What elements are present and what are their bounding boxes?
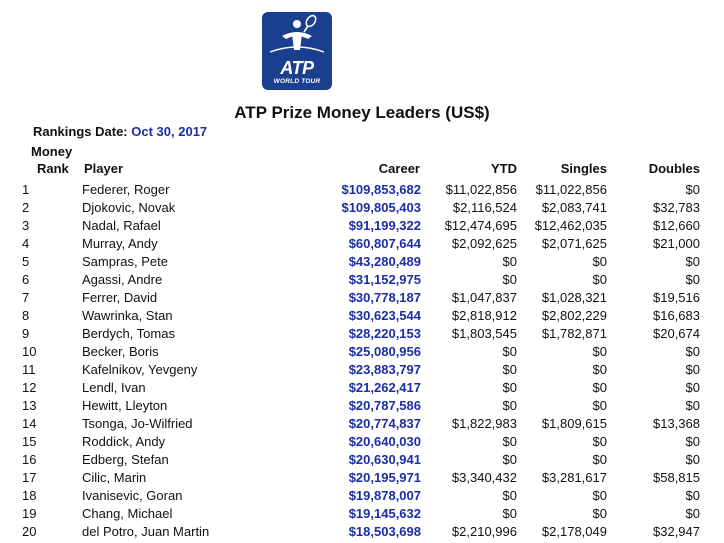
career-cell: $43,280,489 — [348, 254, 421, 269]
header-rank: Rank — [37, 161, 69, 176]
singles-cell: $2,083,741 — [541, 200, 607, 215]
player-cell: Lendl, Ivan — [82, 380, 146, 395]
rank-cell: 6 — [22, 272, 30, 287]
table-row — [0, 470, 724, 488]
header-doubles: Doubles — [648, 161, 700, 176]
doubles-cell: $0 — [685, 272, 700, 287]
singles-cell: $0 — [592, 398, 607, 413]
rank-cell: 3 — [22, 218, 30, 233]
header-singles: Singles — [560, 161, 607, 176]
rank-cell: 16 — [22, 452, 37, 467]
doubles-cell: $12,660 — [653, 218, 700, 233]
doubles-cell: $19,516 — [653, 290, 700, 305]
ytd-cell: $0 — [502, 506, 517, 521]
career-cell: $28,220,153 — [348, 326, 421, 341]
career-cell: $18,503,698 — [348, 524, 421, 539]
ytd-cell: $2,210,996 — [451, 524, 517, 539]
header-player: Player — [84, 161, 124, 176]
player-cell: Murray, Andy — [82, 236, 158, 251]
singles-cell: $1,809,615 — [541, 416, 607, 431]
career-cell: $20,787,586 — [348, 398, 421, 413]
player-cell: Becker, Boris — [82, 344, 159, 359]
singles-cell: $2,802,229 — [541, 308, 607, 323]
ytd-cell: $0 — [502, 254, 517, 269]
career-cell: $25,080,956 — [348, 344, 421, 359]
ytd-cell: $2,818,912 — [451, 308, 517, 323]
singles-cell: $2,178,049 — [541, 524, 607, 539]
doubles-cell: $21,000 — [653, 236, 700, 251]
logo-subtitle: WORLD TOUR — [273, 78, 321, 85]
rank-cell: 9 — [22, 326, 30, 341]
page-title: ATP Prize Money Leaders (US$) — [234, 103, 490, 122]
career-cell: $21,262,417 — [348, 380, 421, 395]
rank-cell: 8 — [22, 308, 30, 323]
ytd-cell: $0 — [502, 434, 517, 449]
table-row — [0, 344, 724, 362]
player-cell: Ferrer, David — [82, 290, 158, 305]
player-cell: Djokovic, Novak — [82, 200, 176, 215]
doubles-cell: $0 — [685, 380, 700, 395]
player-cell: del Potro, Juan Martin — [82, 524, 210, 539]
career-cell: $20,630,941 — [348, 452, 421, 467]
ytd-cell: $1,047,837 — [451, 290, 517, 305]
doubles-cell: $0 — [685, 452, 700, 467]
table-row — [0, 182, 724, 200]
tennis-player-icon — [262, 12, 332, 62]
ytd-cell: $11,022,856 — [445, 182, 517, 197]
rank-cell: 10 — [22, 344, 37, 359]
singles-cell: $1,028,321 — [541, 290, 607, 305]
table-row — [0, 380, 724, 398]
career-cell: $23,883,797 — [348, 362, 421, 377]
singles-cell: $0 — [592, 506, 607, 521]
doubles-cell: $13,368 — [653, 416, 700, 431]
doubles-cell: $20,674 — [653, 326, 700, 341]
career-cell: $30,778,187 — [348, 290, 421, 305]
ytd-cell: $1,803,545 — [451, 326, 517, 341]
rank-cell: 15 — [22, 434, 37, 449]
player-cell: Agassi, Andre — [82, 272, 163, 287]
player-cell: Kafelnikov, Yevgeny — [82, 362, 198, 377]
player-cell: Federer, Roger — [82, 182, 170, 197]
singles-cell: $0 — [592, 272, 607, 287]
doubles-cell: $0 — [685, 344, 700, 359]
career-cell: $19,145,632 — [348, 506, 421, 521]
ytd-cell: $0 — [502, 452, 517, 467]
singles-cell: $11,022,856 — [535, 182, 607, 197]
rankings-date — [33, 124, 207, 139]
rank-cell: 7 — [22, 290, 30, 305]
table-row — [0, 200, 724, 218]
ytd-cell: $0 — [502, 362, 517, 377]
player-cell: Ivanisevic, Goran — [82, 488, 183, 503]
career-cell: $31,152,975 — [348, 272, 421, 287]
singles-cell: $0 — [592, 362, 607, 377]
table-row — [0, 290, 724, 308]
rank-cell: 5 — [22, 254, 30, 269]
ytd-cell: $0 — [502, 272, 517, 287]
table-row — [0, 434, 724, 452]
table-row — [0, 488, 724, 506]
career-cell: $30,623,544 — [348, 308, 421, 323]
player-cell: Chang, Michael — [82, 506, 173, 521]
table-row — [0, 326, 724, 344]
singles-cell: $0 — [592, 488, 607, 503]
career-cell: $19,878,007 — [348, 488, 421, 503]
player-cell: Wawrinka, Stan — [82, 308, 173, 323]
career-cell: $91,199,322 — [348, 218, 421, 233]
player-cell: Sampras, Pete — [82, 254, 168, 269]
doubles-cell: $0 — [685, 182, 700, 197]
career-cell: $20,774,837 — [348, 416, 421, 431]
doubles-cell: $16,683 — [653, 308, 700, 323]
rank-cell: 11 — [22, 362, 36, 377]
rank-cell: 2 — [22, 200, 30, 215]
table-row — [0, 218, 724, 236]
doubles-cell: $0 — [685, 362, 700, 377]
player-cell: Berdych, Tomas — [82, 326, 175, 341]
ytd-cell: $2,092,625 — [451, 236, 517, 251]
ytd-cell: $0 — [502, 344, 517, 359]
player-cell: Nadal, Rafael — [82, 218, 161, 233]
rank-cell: 20 — [22, 524, 37, 539]
rank-cell: 19 — [22, 506, 37, 521]
doubles-cell: $0 — [685, 488, 700, 503]
doubles-cell: $0 — [685, 434, 700, 449]
table-row — [0, 452, 724, 470]
rank-cell: 14 — [22, 416, 37, 431]
player-cell: Edberg, Stefan — [82, 452, 169, 467]
ytd-cell: $1,822,983 — [451, 416, 517, 431]
doubles-cell: $58,815 — [653, 470, 700, 485]
header-career: Career — [378, 161, 420, 176]
rank-cell: 13 — [22, 398, 37, 413]
doubles-cell: $0 — [685, 398, 700, 413]
rank-cell: 18 — [22, 488, 37, 503]
player-cell: Cilic, Marin — [82, 470, 147, 485]
career-cell: $109,805,403 — [341, 200, 421, 215]
rank-cell: 4 — [22, 236, 30, 251]
rank-cell: 17 — [22, 470, 37, 485]
table-row — [0, 236, 724, 254]
table-row — [0, 308, 724, 326]
table-row — [0, 254, 724, 272]
singles-cell: $0 — [592, 452, 607, 467]
singles-cell: $0 — [592, 380, 607, 395]
ytd-cell: $12,474,695 — [444, 218, 517, 233]
singles-cell: $1,782,871 — [541, 326, 607, 341]
ytd-cell: $2,116,524 — [452, 200, 517, 215]
logo-word: ATP — [280, 58, 314, 78]
singles-cell: $3,281,617 — [541, 470, 607, 485]
doubles-cell: $0 — [685, 254, 700, 269]
rank-cell: 1 — [22, 182, 30, 197]
table-row — [0, 506, 724, 524]
singles-cell: $0 — [592, 344, 607, 359]
career-cell: $60,807,644 — [348, 236, 421, 251]
doubles-cell: $32,783 — [653, 200, 700, 215]
ytd-cell: $0 — [502, 488, 517, 503]
player-cell: Roddick, Andy — [82, 434, 166, 449]
singles-cell: $2,071,625 — [541, 236, 607, 251]
rankings-date-label: Rankings Date: — [33, 124, 128, 139]
ytd-cell: $0 — [502, 398, 517, 413]
table-row — [0, 524, 724, 542]
player-cell: Tsonga, Jo-Wilfried — [82, 416, 193, 431]
singles-cell: $0 — [592, 434, 607, 449]
rankings-date-value: Oct 30, 2017 — [131, 124, 208, 139]
singles-cell: $12,462,035 — [534, 218, 607, 233]
header-ytd: YTD — [491, 161, 517, 176]
ytd-cell: $3,340,432 — [451, 470, 517, 485]
header-money: Money — [31, 144, 73, 159]
atp-logo — [262, 12, 332, 90]
doubles-cell: $0 — [685, 506, 700, 521]
rank-cell: 12 — [22, 380, 37, 395]
table-row — [0, 416, 724, 434]
table-row — [0, 398, 724, 416]
doubles-cell: $32,947 — [653, 524, 700, 539]
table-row — [0, 362, 724, 380]
ytd-cell: $0 — [502, 380, 517, 395]
career-cell: $109,853,682 — [341, 182, 421, 197]
player-cell: Hewitt, Lleyton — [82, 398, 168, 413]
career-cell: $20,195,971 — [348, 470, 421, 485]
career-cell: $20,640,030 — [348, 434, 421, 449]
table-row — [0, 272, 724, 290]
singles-cell: $0 — [592, 254, 607, 269]
